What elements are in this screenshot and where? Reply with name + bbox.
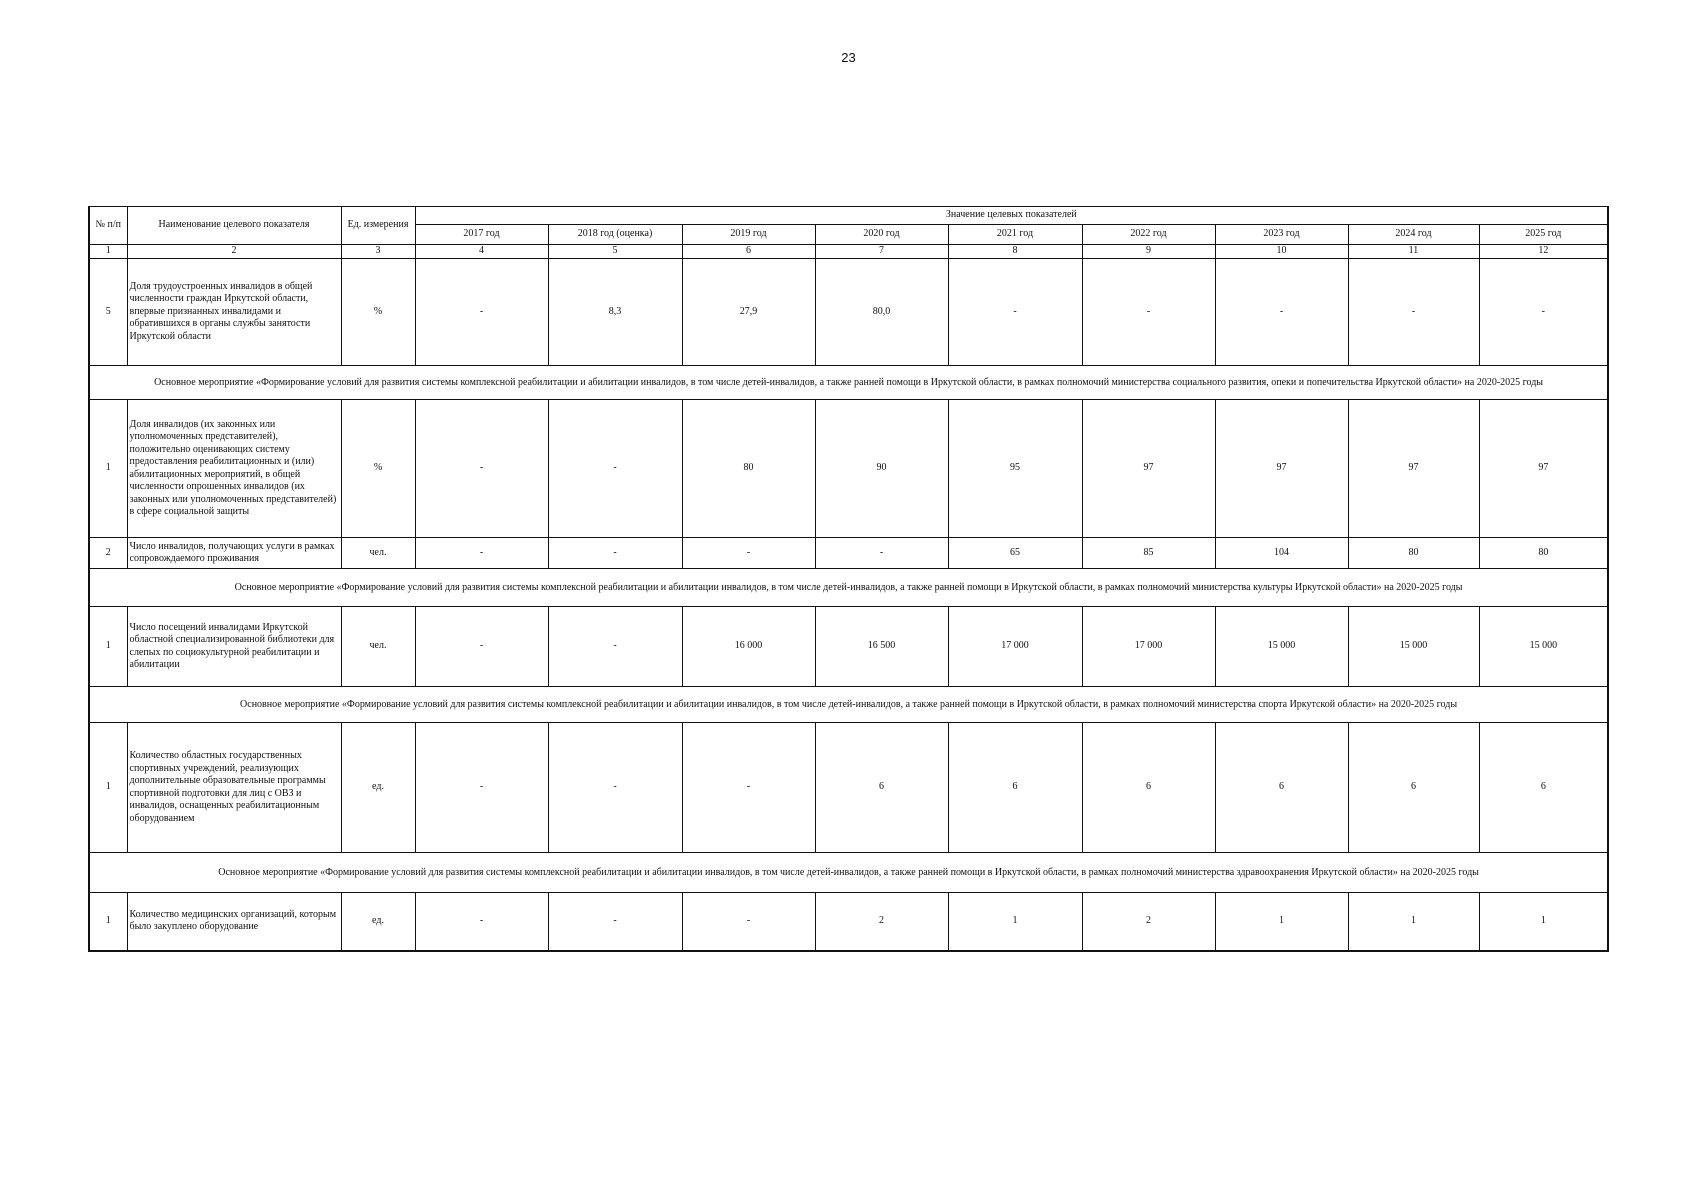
unit: % (341, 259, 415, 366)
unit: ед. (341, 723, 415, 853)
value-cell: 97 (1348, 400, 1479, 538)
value-cell: - (682, 538, 815, 569)
header-unit: Ед. измерения (341, 207, 415, 245)
section-title: Основное мероприятие «Формирование условий для развития системы комплексной реабилитации и абилитации инвалидов, в том числе детей-инвалидов, а также ранней помощи в Иркутской области, в рамках полномочий министерства спорта Иркутской области» на 2020-2025 годы (89, 687, 1608, 723)
section-title: Основное мероприятие «Формирование условий для развития системы комплексной реабилитации и абилитации инвалидов, в том числе детей-инвалидов, а также ранней помощи в Иркутской области, в рамках полномочий министерства здравоохранения Иркутской области» на 2020-2025 годы (89, 853, 1608, 893)
column-number: 10 (1215, 245, 1348, 259)
value-cell: 97 (1479, 400, 1608, 538)
value-cell: 16 500 (815, 607, 948, 687)
header-year: 2024 год (1348, 225, 1479, 245)
row-number: 1 (89, 607, 127, 687)
value-cell: - (1215, 259, 1348, 366)
value-cell: - (548, 400, 682, 538)
value-cell: - (415, 400, 548, 538)
value-cell: - (415, 607, 548, 687)
value-cell: 104 (1215, 538, 1348, 569)
unit: чел. (341, 607, 415, 687)
column-number: 1 (89, 245, 127, 259)
section-row (89, 687, 1608, 723)
value-cell: 8,3 (548, 259, 682, 366)
value-cell: - (1479, 259, 1608, 366)
value-cell: - (548, 607, 682, 687)
value-cell: 1 (948, 893, 1082, 951)
value-cell: 80,0 (815, 259, 948, 366)
page-number: 23 (841, 50, 856, 65)
value-cell: - (548, 893, 682, 951)
header-year: 2019 год (682, 225, 815, 245)
table-row (89, 723, 1608, 853)
table-row (89, 893, 1608, 951)
value-cell: 1 (1479, 893, 1608, 951)
value-cell: 6 (1479, 723, 1608, 853)
indicator-name: Количество областных государственных спортивных учреждений, реализующих дополнительные образовательные программы спортивной подготовки для лиц с ОВЗ и инвалидов, оснащенных реабилитационным оборудованием (127, 723, 341, 853)
column-number: 9 (1082, 245, 1215, 259)
row-number: 1 (89, 893, 127, 951)
value-cell: 15 000 (1348, 607, 1479, 687)
value-cell: - (682, 723, 815, 853)
indicator-name: Количество медицинских организаций, которым было закуплено оборудование (127, 893, 341, 951)
value-cell: - (415, 538, 548, 569)
value-cell: 6 (1082, 723, 1215, 853)
header-num: № п/п (89, 207, 127, 245)
value-cell: 2 (815, 893, 948, 951)
value-cell: 80 (682, 400, 815, 538)
row-number: 1 (89, 723, 127, 853)
column-number: 3 (341, 245, 415, 259)
value-cell: - (1082, 259, 1215, 366)
value-cell: - (415, 723, 548, 853)
header-year: 2023 год (1215, 225, 1348, 245)
unit: чел. (341, 538, 415, 569)
column-number: 7 (815, 245, 948, 259)
value-cell: 6 (1215, 723, 1348, 853)
value-cell: - (548, 538, 682, 569)
section-row (89, 853, 1608, 893)
value-cell: 15 000 (1479, 607, 1608, 687)
value-cell: 80 (1348, 538, 1479, 569)
table-row (89, 538, 1608, 569)
value-cell: 85 (1082, 538, 1215, 569)
column-numbers-row (89, 245, 1608, 259)
table-row (89, 259, 1608, 366)
unit: % (341, 400, 415, 538)
value-cell: 27,9 (682, 259, 815, 366)
row-number: 1 (89, 400, 127, 538)
value-cell: 6 (948, 723, 1082, 853)
row-number: 2 (89, 538, 127, 569)
target-indicators-table (88, 206, 1609, 952)
section-title: Основное мероприятие «Формирование условий для развития системы комплексной реабилитации и абилитации инвалидов, в том числе детей-инвалидов, а также ранней помощи в Иркутской области, в рамках полномочий министерства культуры Иркутской области» на 2020-2025 годы (89, 569, 1608, 607)
value-cell: 80 (1479, 538, 1608, 569)
column-number: 8 (948, 245, 1082, 259)
value-cell: 6 (815, 723, 948, 853)
column-number: 11 (1348, 245, 1479, 259)
table-row (89, 400, 1608, 538)
value-cell: 1 (1348, 893, 1479, 951)
value-cell: 17 000 (1082, 607, 1215, 687)
section-title: Основное мероприятие «Формирование условий для развития системы комплексной реабилитации и абилитации инвалидов, в том числе детей-инвалидов, а также ранней помощи в Иркутской области, в рамках полномочий министерства социального развития, опеки и попечительства Иркутской области» на 2020-2025 годы (89, 366, 1608, 400)
indicator-name: Число посещений инвалидами Иркутской областной специализированной библиотеки для слепых по социокультурной реабилитации и абилитации (127, 607, 341, 687)
value-cell: 15 000 (1215, 607, 1348, 687)
value-cell: - (948, 259, 1082, 366)
unit: ед. (341, 893, 415, 951)
value-cell: 17 000 (948, 607, 1082, 687)
value-cell: 95 (948, 400, 1082, 538)
value-cell: - (415, 893, 548, 951)
header-year: 2022 год (1082, 225, 1215, 245)
value-cell: - (415, 259, 548, 366)
column-number: 2 (127, 245, 341, 259)
value-cell: 65 (948, 538, 1082, 569)
header-year: 2017 год (415, 225, 548, 245)
column-number: 4 (415, 245, 548, 259)
section-row (89, 569, 1608, 607)
table-row (89, 607, 1608, 687)
header-year: 2018 год (оценка) (548, 225, 682, 245)
value-cell: 90 (815, 400, 948, 538)
column-number: 6 (682, 245, 815, 259)
value-cell: - (1348, 259, 1479, 366)
value-cell: - (682, 893, 815, 951)
header-values-group: Значение целевых показателей (415, 207, 1608, 225)
value-cell: - (548, 723, 682, 853)
indicator-name: Число инвалидов, получающих услуги в рамках сопровождаемого проживания (127, 538, 341, 569)
section-row (89, 366, 1608, 400)
header-year: 2021 год (948, 225, 1082, 245)
header-year: 2025 год (1479, 225, 1608, 245)
value-cell: 1 (1215, 893, 1348, 951)
value-cell: 97 (1215, 400, 1348, 538)
column-number: 12 (1479, 245, 1608, 259)
value-cell: - (815, 538, 948, 569)
value-cell: 97 (1082, 400, 1215, 538)
value-cell: 16 000 (682, 607, 815, 687)
value-cell: 2 (1082, 893, 1215, 951)
indicator-name: Доля инвалидов (их законных или уполномоченных представителей), положительно оценивающих систему предоставления реабилитационных и (или) абилитационных мероприятий, в общей численности опрошенных инвалидов (их законных или уполномоченных представителей) в сфере социальной защиты (127, 400, 341, 538)
header-year: 2020 год (815, 225, 948, 245)
column-number: 5 (548, 245, 682, 259)
row-number: 5 (89, 259, 127, 366)
indicator-name: Доля трудоустроенных инвалидов в общей численности граждан Иркутской области, впервые признанных инвалидами и обратившихся в органы службы занятости Иркутской области (127, 259, 341, 366)
value-cell: 6 (1348, 723, 1479, 853)
header-name: Наименование целевого показателя (127, 207, 341, 245)
